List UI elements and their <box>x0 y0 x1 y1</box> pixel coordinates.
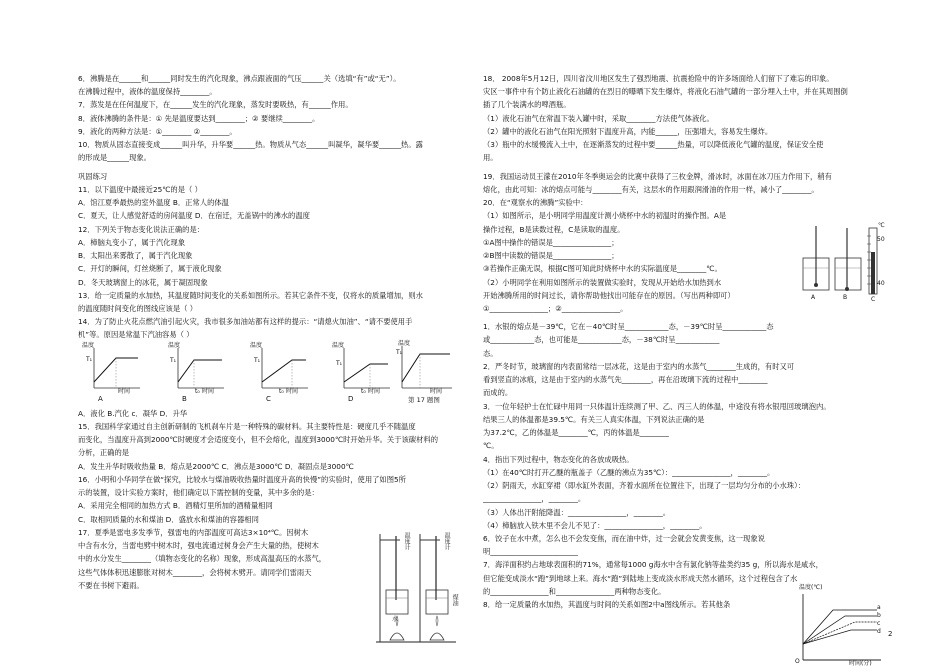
text-line: 19．我国运动员王濛在2010年冬季奥运会的比赛中获得了三枚金牌，滑冰时，冰面在冰刀压力作用下，稍有 <box>483 171 832 181</box>
graph-b-xlabel: 时间 <box>202 387 215 395</box>
graph-option-d <box>336 344 394 394</box>
text-line: 12．下列关于物态变化说法正确的是： <box>78 224 205 234</box>
text-line: 10．物质从固态直接变成______叫升华，升华要______热。物质从气态______叫凝华，凝华要______热。露 <box>78 140 423 150</box>
text-line: 用。 <box>483 153 498 163</box>
section-title: 巩固练习 <box>78 171 108 181</box>
text-line: 的________________和________________两种物态变化。 <box>483 586 666 596</box>
text-line: ________________，________。 <box>483 494 586 504</box>
text-line: （2）罐中的液化石油气在阳光照射下温度升高，内能______，压强增大，容易发生爆炸。 <box>483 126 773 136</box>
graph-a-label: A <box>98 394 103 403</box>
graph-fig17-xlabel: 时间 <box>430 387 443 395</box>
text-line: 中的水分发生________（填物态变化的名称）现象，形成高温高压的水蒸气， <box>78 554 327 564</box>
text-line: 11．以下温度中最接近25℃的是（ ） <box>78 184 202 194</box>
fig16-label-3: 温度计 <box>443 532 451 550</box>
graph-c-svg <box>254 344 312 394</box>
text-line: 7．海洋面积约占地球表面积的71%，通常每1000 g海水中含有氯化钠等盐类约35 g，所以海水是咸水， <box>483 560 823 570</box>
text-line: B．太阳出来雾散了，属于汽化现象 <box>78 251 193 261</box>
fig16-label-1: 温度计 <box>403 532 411 550</box>
text-line: 机”等。原因是常温下汽油容易（ ） <box>78 330 194 340</box>
fig20-label-a: A <box>811 294 816 301</box>
text-line: （1）在40℃时打开乙醚的瓶盖子（乙醚的沸点为35℃）：________________，________。 <box>483 467 775 477</box>
fig16-label-4: 煤油 <box>451 594 459 606</box>
text-line: 或____________态，也可能是____________态，－38℃时呈____________ <box>483 335 720 345</box>
text-line: 插了几个装满水的啤酒瓶。 <box>483 100 571 110</box>
graph8-xlabel: 时间(分) <box>849 660 872 667</box>
text-line: 灾区一事件中有个防止液化石油罐的在烈日的曝晒下发生爆炸，将液化石油气罐的一部分埋入土中，并在其周围倒 <box>483 87 848 97</box>
graph8-svg <box>793 586 885 670</box>
fig20-scale-40: 40 <box>877 280 885 287</box>
text-line: 这些气体体积迅速膨胀对树木________，会将树木劈开。请同学们雷雨天 <box>78 567 312 577</box>
text-line: C．开灯的瞬间，灯丝烧断了，属于液化现象 <box>78 264 222 274</box>
text-line: 20．在“观察水的沸腾”实验中： <box>483 198 588 208</box>
graph-a-ylabel: 温度 <box>82 341 95 349</box>
text-line: 熔化，由此可知：冰的熔点可能与________有关，这层水的作用跟润滑油的作用一样，减小了________。 <box>483 184 819 194</box>
fig20-label-b: B <box>843 294 848 301</box>
text-line: 8．液体沸腾的条件是：① 先是温度要达到________；② 要继续________。 <box>78 113 320 123</box>
fig16-label-2: 水 <box>392 616 399 623</box>
text-line: 6．饺子在水中煮，怎么也不会发变焦，而在油中炸，过一会就会发黄变焦，这一现象说 <box>483 533 765 543</box>
text-line: ②B图中读数的错误是________________； <box>483 251 619 261</box>
graph8-ylabel: 温度(℃) <box>799 584 823 591</box>
graph-a-xlabel: 时间 <box>118 387 131 395</box>
text-line: A．发生升华时吸收热量 B．熔点是2000℃ C．沸点是3000℃ D．凝固点是3000℃ <box>78 461 354 471</box>
text-line: 17．夏季是雷电多发季节，强雷电的内部温度可高达3×10⁴℃。因树木 <box>78 527 309 537</box>
text-line: ①A图中操作的错误是________________； <box>483 237 619 247</box>
graph8-origin: O <box>795 658 800 665</box>
fig17-caption: 第 17 题图 <box>408 395 440 404</box>
text-line: 但它能变成淡水“跑”到地球上来。海水“跑”到陆地上变成淡水形成天然水循环，这个过程包含了水 <box>483 573 798 583</box>
graph-a-svg <box>86 344 144 394</box>
graph-d-label: D <box>348 394 354 403</box>
graph-b-svg <box>168 341 228 394</box>
fig20-unit: ℃ <box>878 222 885 229</box>
text-line: 明________________________ <box>483 547 578 557</box>
text-line: 在沸腾过程中，液体的温度保持________。 <box>78 87 217 97</box>
text-line: 7．蒸发是在任何温度下，在______发生的汽化现象，蒸发时要吸热，有______作用。 <box>78 100 353 110</box>
left-lines-part-a <box>78 74 460 163</box>
text-line: 开始沸腾所用的时间过长，请你帮助他找出可能存在的原因。（写出两种即可） <box>483 290 735 300</box>
text-line: A．樟脑丸变小了，属于汽化现象 <box>78 237 186 247</box>
fig20-scale-50: 50 <box>877 236 885 243</box>
graph-c-t0: t₀ <box>279 387 284 395</box>
text-line: C．夏天，让人感觉舒适的房间温度 D．在宿迁，无盖锅中的沸水的温度 <box>78 211 310 221</box>
text-line: A．采用完全相同的加热方式 B．酒精灯里所加的酒精量相同 <box>78 501 273 511</box>
text-line: 15．我国科学家通过自主创新研制的飞机刹车片是一种特殊的碳材料。其主要特性是：硬度几乎不随温度 <box>78 421 416 431</box>
text-line: 的温度随时间变化的图线应该是（ ） <box>78 303 198 313</box>
text-line: 1．水银的熔点是－39℃，它在－40℃时呈____________态，－39℃时呈____________态 <box>483 322 774 332</box>
text-line: （2）阴雨天，水缸穿裙（即水缸外表面，齐着水面所在位置往下，出现了一层均匀分布的小水珠）： <box>483 481 806 491</box>
graph-option-b <box>168 341 228 394</box>
graph8-line-c: c <box>877 620 881 627</box>
text-line: D．冬天玻璃窗上的冰花，属于凝固现象 <box>78 277 208 287</box>
text-line: （3）人体出汗附能降温：________________，________。 <box>483 507 671 517</box>
graph-d-svg <box>336 344 394 394</box>
graph-c-label: C <box>266 394 271 403</box>
temperature-time-graph <box>793 586 885 670</box>
text-line: 而成的。 <box>483 388 513 398</box>
text-line: 看到竖直的冰痕，这是由于室内的水蒸气先________，再在沿玻璃下流的过程中________ <box>483 375 768 385</box>
graph-c-ylabel: 温度 <box>250 341 263 349</box>
graph-d-xlabel: 时间 <box>368 387 381 395</box>
graph-a-t1: T₁ <box>86 355 93 363</box>
text-line: 13．给一定质量的水加热，其温度随时间变化的关系如图所示。若其它条件不变，仅将水的质量增加，则水 <box>78 290 423 300</box>
text-line: （2）小明同学在利用如图所示的装置做实验时，发现从开始给水加热到水 <box>483 277 722 287</box>
graph-d-ylabel: 温度 <box>332 341 345 349</box>
text-line: 态。 <box>483 348 498 358</box>
text-line: ①________________；②________________。 <box>483 303 628 313</box>
right-column <box>483 74 887 667</box>
graph-option-a <box>86 344 144 394</box>
text-line: 分析，正确的是 <box>78 448 130 458</box>
graph-d-t1: T₁ <box>336 359 343 367</box>
graph-c-t1: T₁ <box>254 356 261 364</box>
text-line: 4．指出下列过程中，物态变化的各放成吸热。 <box>483 454 634 464</box>
text-line: 不要在书树下避雨。 <box>78 580 144 590</box>
text-line: （1）如图所示，是小明同学用温度计测小烧杯中水的初温时的操作图。A是 <box>483 211 727 221</box>
text-line: ℃。 <box>483 441 499 451</box>
thermometer-figure <box>801 222 887 306</box>
graph-options-figure <box>78 339 460 406</box>
text-line: A．馆江夏季最热的室外温度 B．正常人的体温 <box>78 198 229 208</box>
graph-fig17-t1: T₁ <box>396 348 403 356</box>
text-line: 14．为了防止火花点燃汽油引起火灾，我市很多加油站都有这样的提示：“请熄火加油”、“请不要使用手 <box>78 317 413 327</box>
text-line: ③若操作正确无误，根据C图可知此时烧杯中水的实际温度是________℃。 <box>483 264 722 274</box>
left-column <box>78 74 460 623</box>
heating-apparatus-figure <box>370 530 462 648</box>
text-line: 3．一位年轻护士在忙碌中用同一只体温计连续测了甲、乙、丙三人的体温，中途没有将水银甩回玻璃泡内。 <box>483 401 831 411</box>
text-line: C．取相同质量的水和煤油 D．盛放水和煤油的容器相同 <box>78 514 259 524</box>
graph8-line-b: b <box>877 612 881 619</box>
text-line: 中含有水分，当雷电劈中树木时，强电流通过树身会产生大量的热，使树木 <box>78 541 319 551</box>
graph-fig17-svg <box>396 344 454 394</box>
text-line: 操作过程，B是读数过程，C是读取的温度。 <box>483 224 625 234</box>
left-lines-part-b <box>78 185 460 340</box>
text-line: 而变化，当温度升高到2000℃时硬度才会适度变小，但不会熔化，温度到3000℃时开始升华。关于该碳材料的 <box>78 435 438 445</box>
text-line: 16．小明和小华同学在做“探究，比较水与煤油吸收热量时温度升高的快慢”的实验时，使用了如图5所 <box>78 474 406 484</box>
text-line: 9．液化的两种方法是：①________ ②________。 <box>78 126 237 136</box>
text-line: （4）樟脑放入铁木里不会儿不见了：________________，________。 <box>483 520 707 530</box>
graph-fig17-ylabel: 温度 <box>398 339 411 347</box>
text-line: 8．给一定质量的水加热，其温度与时间的关系如图2中a图线所示。若其他条 <box>483 600 731 610</box>
text-line: 示的装置，设计实验方案时，他们确定以下需控制的变量，其中多余的是： <box>78 488 319 498</box>
graph-fig17 <box>396 344 458 394</box>
graph-d-t0: t₀ <box>361 387 366 395</box>
graph8-line-d: d <box>877 628 881 635</box>
graph-b-t0: t₀ <box>195 387 200 395</box>
right-lines-part-a <box>483 74 887 163</box>
graph-c-xlabel: 时间 <box>286 387 299 395</box>
graph-option-c <box>254 344 312 394</box>
text-line: 18． 2008年5月12日，四川省汶川地区发生了强烈地震、抗震抢险中的许多场面给人们留下了难忘的印象。 <box>483 74 834 83</box>
text-line: A．液化 B.汽化 c．凝华 D．升华 <box>78 408 188 418</box>
text-line: 结果三人的体温都是39.5℃。有关三人真实体温，下列说法正确的是 <box>483 414 705 424</box>
page-mark: 2 <box>888 630 893 638</box>
graph8-line-a: a <box>877 604 881 611</box>
text-line: （1）液化石油气在常温下装入罐中时，采取________方法使气体液化。 <box>483 113 714 123</box>
text-line: （3）瓶中的水缓慢流入土中，在逐渐蒸发的过程中要______热量，可以降低液化气罐的温度，保证安全使 <box>483 140 824 150</box>
text-line: 为37.2℃，乙的体温是________℃，丙的体温是________ <box>483 428 669 438</box>
text-line: 2．严冬时节，玻璃窗的内表面常结一层冰花，这是由于室内的水蒸气________生成的，有时又可 <box>483 361 795 371</box>
text-line: 6．沸腾是在______和______同时发生的汽化现象，沸点跟液面的气压______关（选填“有”或“无”）。 <box>78 74 401 83</box>
right-lines-part-c <box>483 322 887 610</box>
graph-b-t1: T₁ <box>170 356 177 364</box>
graph-b-label: B <box>182 394 187 403</box>
fig20-label-c: C <box>871 296 876 303</box>
text-line: 的形成是______现象。 <box>78 153 151 163</box>
graph-b-ylabel: 温度 <box>168 341 181 349</box>
